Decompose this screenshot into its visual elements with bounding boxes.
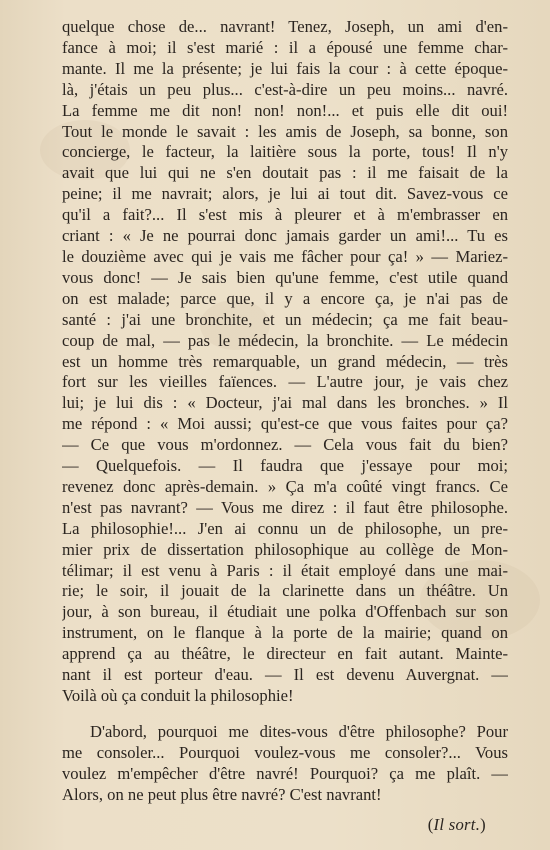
text-line: instrument, on le flanque à la porte de la mairie; quand on — [62, 623, 508, 643]
text-line: coup de mal, — pas le médecin, la bronchite. — Le médecin — [62, 330, 508, 350]
text-line: rie; le soir, il jouait de la clarinette dans un théâtre. Un — [62, 581, 508, 601]
text-line: nant il est porteur d'eau. — Il est devenu Auvergnat. — — [62, 665, 508, 685]
paragraph-closing — [62, 722, 508, 806]
stage-direction-open-paren: ( — [427, 815, 434, 834]
text-line: — Ce que vous m'ordonnez. — Cela vous fait du bien? — [62, 435, 508, 455]
text-line: D'abord, pourquoi me dites-vous d'être philosophe? Pour — [90, 722, 508, 741]
text-line: n'est pas navrant? — Vous me direz : il faut être philosophe. — [62, 497, 508, 517]
text-line: jour, à son bureau, il étudiait une polka d'Offenbach sur son — [62, 602, 508, 622]
text-line: Alors, on ne peut plus être navré? C'est navrant! — [62, 784, 382, 804]
text-line: quelque chose de... navrant! Tenez, Joseph, un ami d'en- — [62, 17, 508, 36]
stage-direction-text: Il sort. — [433, 815, 481, 834]
text-line: peine; il me navrait; alors, je lui ai tout dit. Savez-vous ce — [62, 184, 508, 204]
text-line: fort sur les vieilles faïences. — L'autre jour, je vais chez — [62, 372, 508, 392]
text-line: est un homme très remarquable, un grand médecin, — très — [62, 351, 508, 371]
text-line: revenez donc après-demain. » Ça m'a coûté vingt francs. Ce — [62, 476, 508, 496]
text-line: voulez m'empêcher d'être navré! Pourquoi? ça me plaît. — — [62, 763, 508, 783]
text-line: télimar; il est venu à Paris : il était employé dans une mai- — [62, 560, 508, 580]
stage-direction — [428, 815, 486, 835]
text-line: me répond : « Moi aussi; qu'est-ce que vous faites pour ça? — [62, 414, 508, 434]
text-line: concierge, le facteur, la laitière sous la porte, tous! Il n'y — [62, 142, 508, 162]
text-line: vous donc! — Je sais bien qu'une femme, c'est utile quand — [62, 267, 508, 287]
text-line: La philosophie!... J'en ai connu un de philosophe, un pre- — [62, 518, 508, 538]
text-line: mier prix de dissertation philosophique au collège de Mon- — [62, 539, 508, 559]
text-line: lui; je lui dis : « Docteur, j'ai mal dans les bronches. » Il — [62, 393, 508, 413]
text-line: apprend ça au théâtre, le directeur en fait autant. Mainte- — [62, 644, 508, 664]
text-line: le douzième avec qui je vais me fâcher pour ça! » — Mariez- — [62, 246, 508, 266]
text-line: — Quelquefois. — Il faudra que j'essaye pour moi; — [62, 456, 508, 476]
paragraph-monologue — [62, 17, 508, 707]
text-line: qu'il a fait?... Il s'est mis à pleurer et à m'embrasser en — [62, 205, 508, 225]
stage-direction-close-paren: ) — [480, 815, 486, 834]
text-line: Voilà où ça conduit la philosophie! — [62, 686, 294, 705]
text-line: on est malade; parce que, il y a encore ça, je n'ai pas de — [62, 288, 508, 308]
text-line: criant : « Je ne pourrai donc jamais garder un ami!... Tu es — [62, 226, 508, 246]
text-line: Tout le monde le savait : les amis de Joseph, sa bonne, son — [62, 121, 508, 141]
text-line: fance à moi; il s'est marié : il a épousé une femme char- — [62, 37, 508, 57]
text-line: là, j'étais un peu plus... c'est-à-dire un peu moins... navré. — [62, 79, 508, 99]
text-line: mante. Il me la présente; je lui fais la cour : à cette époque- — [62, 58, 508, 78]
text-line: avait que lui qui ne s'en doutait pas : il me faisait de la — [62, 163, 508, 183]
text-line: santé : j'ai une bronchite, et un médecin; ça me fait beau- — [62, 309, 508, 329]
text-line: La femme me dit non! non! non!... et puis elle dit oui! — [62, 100, 508, 120]
text-line: me consoler... Pourquoi voulez-vous me consoler?... Vous — [62, 742, 508, 762]
